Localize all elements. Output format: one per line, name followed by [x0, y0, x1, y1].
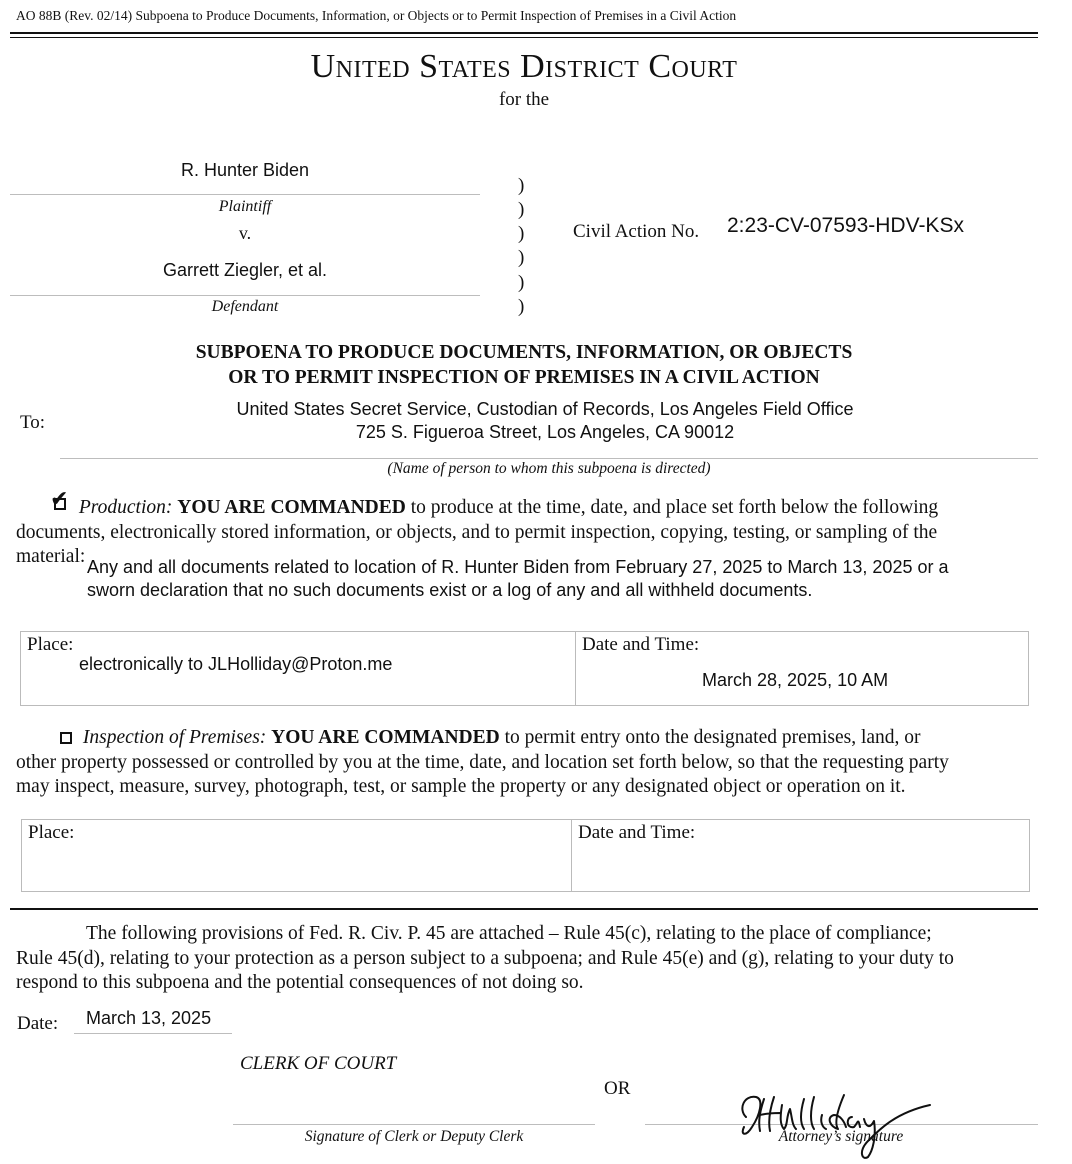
recipient-line2: 725 S. Figueroa Street, Los Angeles, CA 90012 — [355, 422, 735, 442]
inspection-paragraph — [16, 726, 1056, 800]
material-line1: Any and all documents related to location of R. Hunter Biden from February 27, 2025 to March 13, 2025 or a — [87, 557, 949, 577]
caption-paren: ) — [518, 199, 525, 220]
production-datetime-label: Date and Time: — [582, 634, 700, 655]
court-title-text: United States District Court — [310, 48, 738, 85]
inspection-line1 — [16, 726, 1056, 751]
production-datetime-box — [575, 631, 1029, 706]
material-line2: sworn declaration that no such documents exist or a log of any and all withheld documents. — [87, 580, 813, 600]
header-rule-top — [10, 32, 1038, 34]
section-rule — [10, 908, 1038, 910]
production-place-box — [20, 631, 576, 706]
provisions-line1: The following provisions of Fed. R. Civ. P. 45 are attached – Rule 45(c), relating to the place of compliance; — [86, 923, 932, 944]
recipient-line1: United States Secret Service, Custodian of Records, Los Angeles Field Office — [236, 399, 854, 419]
production-place-label: Place: — [27, 634, 74, 655]
date-line — [74, 1033, 232, 1034]
or-text: OR — [604, 1078, 631, 1099]
inspection-datetime-box — [571, 819, 1030, 892]
production-place-value: electronically to JLHolliday@Proton.me — [79, 654, 393, 674]
production-label: Production: — [78, 497, 173, 518]
clerk-signature-line — [233, 1124, 595, 1125]
caption-paren: ) — [518, 272, 525, 293]
civil-action-number: 2:23-CV-07593-HDV-KSx — [727, 214, 964, 237]
inspection-line3: may inspect, measure, survey, photograph, test, or sample the property or any designated object or operation on it. — [16, 776, 906, 797]
plaintiff-line — [10, 194, 480, 195]
inspection-line2: other property possessed or controlled by you at the time, date, and location set forth below, so that the requesting party — [16, 751, 949, 773]
provisions-line3: respond to this subpoena and the potential consequences of not doing so. — [16, 972, 584, 993]
defendant-label: Defendant — [211, 298, 279, 315]
form-header: AO 88B (Rev. 02/14) Subpoena to Produce Documents, Information, or Objects or to Permit Inspection of Premises in a Civil Action — [16, 8, 737, 23]
production-datetime-value: March 28, 2025, 10 AM — [702, 670, 889, 690]
caption-paren: ) — [518, 223, 525, 244]
plaintiff-name: R. Hunter Biden — [180, 160, 310, 180]
civil-action-label: Civil Action No. — [573, 221, 700, 242]
header-rule-bottom — [10, 37, 1038, 38]
production-line2: documents, electronically stored information, or objects, and to permit inspection, copying, testing, or sampling of the — [16, 521, 938, 543]
recipient-caption: (Name of person to whom this subpoena is directed) — [387, 460, 711, 477]
subpoena-title-line1: SUBPOENA TO PRODUCE DOCUMENTS, INFORMATION, OR OBJECTS — [195, 342, 853, 363]
inspection-place-box — [21, 819, 572, 892]
caption-paren: ) — [518, 247, 525, 268]
clerk-of-court: CLERK OF COURT — [240, 1053, 397, 1074]
production-text-rest: to produce at the time, date, and place set forth below the following — [405, 497, 939, 518]
inspection-commanded: YOU ARE COMMANDED — [271, 727, 500, 748]
inspection-label: Inspection of Premises: — [82, 727, 267, 748]
defendant-line — [10, 295, 480, 296]
caption-paren: ) — [518, 175, 525, 196]
versus: v. — [238, 223, 252, 243]
clerk-signature-label: Signature of Clerk or Deputy Clerk — [304, 1128, 524, 1145]
inspection-text-rest: to permit entry onto the designated premises, land, or — [499, 727, 921, 748]
court-for-the: for the — [498, 89, 550, 110]
inspection-checkbox[interactable] — [60, 732, 72, 744]
production-checkbox[interactable] — [50, 487, 72, 513]
caption-paren: ) — [518, 296, 525, 317]
production-line3: material: — [16, 546, 86, 567]
date-label: Date: — [17, 1013, 59, 1034]
provisions-line2: Rule 45(d), relating to your protection as a person subject to a subpoena; and Rule 45(e) and (g), relating to your duty to — [16, 947, 954, 969]
production-line1 — [16, 487, 1056, 521]
check-mark-icon: ✔ — [50, 487, 69, 512]
court-title — [0, 48, 1048, 86]
attorney-signature-label: Attorney’s signature — [778, 1128, 904, 1145]
recipient-line — [60, 458, 1038, 459]
production-commanded: YOU ARE COMMANDED — [177, 497, 406, 518]
defendant-name: Garrett Ziegler, et al. — [162, 260, 328, 280]
inspection-place-label: Place: — [28, 822, 75, 843]
provisions-paragraph — [16, 922, 1056, 996]
plaintiff-label: Plaintiff — [218, 198, 272, 215]
to-label: To: — [20, 412, 46, 433]
date-value: March 13, 2025 — [86, 1008, 212, 1028]
attorney-signature-graphic — [734, 1087, 934, 1164]
subpoena-title-line2: OR TO PERMIT INSPECTION OF PREMISES IN A CIVIL ACTION — [228, 367, 820, 388]
inspection-datetime-label: Date and Time: — [578, 822, 696, 843]
